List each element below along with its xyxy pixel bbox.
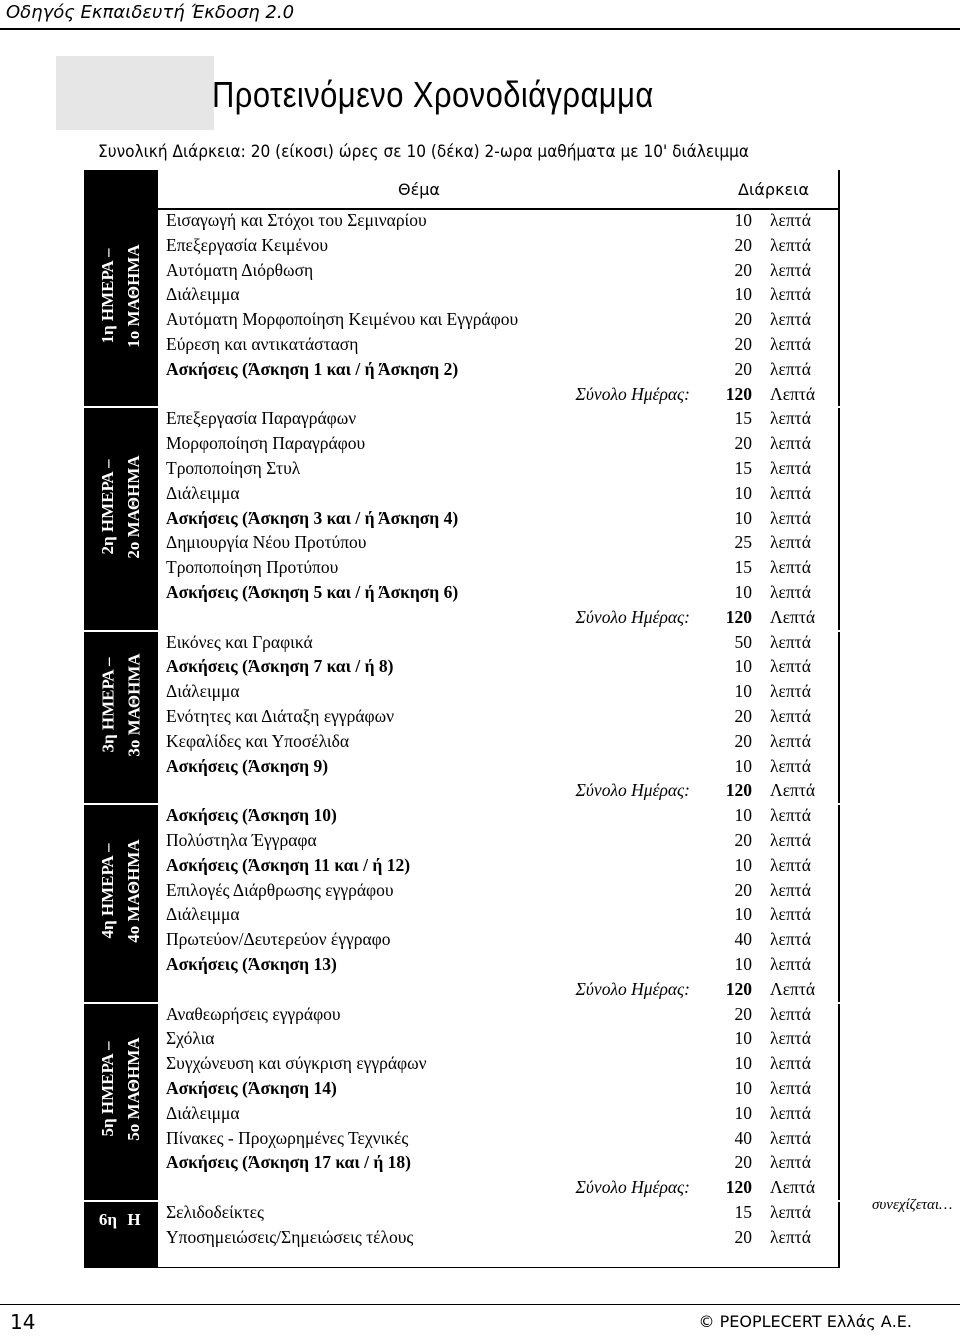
duration-value: 10 bbox=[734, 755, 752, 776]
topic-cell: Ασκήσεις (Άσκηση 9) bbox=[166, 755, 329, 776]
topic-cell: Επιλογές Διάρθρωσης εγγράφου bbox=[166, 879, 394, 900]
table-row bbox=[158, 953, 838, 978]
lesson-label: 3ο ΜΑΘΗΜΑ bbox=[123, 653, 143, 757]
duration-unit: λεπτά bbox=[770, 755, 811, 776]
total-label: Σύνολο Ημέρας: bbox=[575, 1177, 690, 1198]
table-row bbox=[158, 1052, 838, 1077]
topic-cell: Ασκήσεις (Άσκηση 14) bbox=[166, 1078, 337, 1098]
duration-unit: λεπτά bbox=[770, 1127, 811, 1148]
topic-cell: Ασκήσεις (Άσκηση 7 και / ή 8) bbox=[166, 656, 394, 677]
lesson-label: 1ο ΜΑΘΗΜΑ bbox=[123, 244, 143, 348]
total-label: Σύνολο Ημέρας: bbox=[575, 978, 690, 999]
lesson-label: 5ο ΜΑΘΗΜΑ bbox=[123, 1037, 143, 1142]
topic-cell: Διάλειμμα bbox=[166, 284, 240, 305]
duration-value: 20 bbox=[734, 1226, 752, 1247]
duration-value: 25 bbox=[734, 532, 752, 553]
topic-cell: Επεξεργασία Παραγράφων bbox=[166, 408, 357, 429]
duration-value: 10 bbox=[734, 954, 752, 974]
topic-cell: Πίνακες - Προχωρημένες Τεχνικές bbox=[166, 1127, 409, 1148]
column-duration: Διάρκεια bbox=[738, 180, 810, 199]
table-row bbox=[158, 507, 838, 532]
duration-unit: λεπτά bbox=[770, 334, 811, 354]
table-row bbox=[158, 1127, 838, 1152]
duration-unit: λεπτά bbox=[770, 458, 811, 478]
table-row bbox=[158, 457, 838, 482]
topic-cell: Ασκήσεις (Άσκηση 5 και / ή Άσκηση 6) bbox=[166, 582, 459, 602]
topic-cell: Ασκήσεις (Άσκηση 17 και / ή 18) bbox=[166, 1152, 411, 1173]
lesson-label: Η bbox=[127, 1210, 141, 1229]
table-row bbox=[158, 1003, 838, 1028]
topic-cell: Εικόνες και Γραφικά bbox=[166, 631, 313, 652]
duration-unit: Λεπτά bbox=[770, 1177, 816, 1198]
duration-unit: λεπτά bbox=[770, 557, 811, 578]
page-number: 14 bbox=[10, 1310, 36, 1334]
table-header-row bbox=[158, 172, 838, 206]
table-row bbox=[158, 581, 838, 606]
lesson-label: 4ο ΜΑΘΗΜΑ bbox=[123, 839, 143, 943]
duration-value: 10 bbox=[734, 681, 752, 702]
topic-cell: Τροποποίηση Στυλ bbox=[166, 458, 301, 478]
duration-unit: λεπτά bbox=[770, 706, 811, 726]
topic-cell: Ασκήσεις (Άσκηση 13) bbox=[166, 954, 337, 974]
topic-cell: Ασκήσεις (Άσκηση 3 και / ή Άσκηση 4) bbox=[166, 507, 459, 528]
table-row bbox=[158, 755, 838, 780]
duration-value: 20 bbox=[734, 433, 752, 454]
duration-value: 10 bbox=[734, 904, 752, 925]
topic-cell: Πολύστηλα Έγγραφα bbox=[166, 830, 317, 850]
duration-value: 20 bbox=[734, 1003, 752, 1024]
table-row bbox=[158, 531, 838, 556]
topic-cell: Αυτόματη Διόρθωση bbox=[166, 259, 314, 280]
table-row bbox=[158, 556, 838, 581]
duration-value: 120 bbox=[725, 1177, 752, 1198]
topic-cell: Σελιδοδείκτες bbox=[166, 1202, 264, 1222]
duration-value: 20 bbox=[734, 358, 752, 379]
duration-value: 15 bbox=[734, 458, 752, 478]
footer-rule bbox=[0, 1304, 960, 1305]
day-total-row bbox=[158, 978, 838, 1003]
day-label: 5η ΗΜΕΡΑ – bbox=[97, 1041, 117, 1137]
duration-value: 120 bbox=[725, 978, 752, 999]
duration-value: 10 bbox=[734, 656, 752, 677]
table-row bbox=[158, 333, 838, 358]
total-label: Σύνολο Ημέρας: bbox=[575, 606, 690, 627]
topic-cell: Αυτόματη Μορφοποίηση Κειμένου και Εγγράφου bbox=[166, 309, 519, 330]
subtitle: Συνολική Διάρκεια: 20 (είκοσι) ώρες σε 10 (δέκα) 2-ωρα μαθήματα με 10' διάλειμμα bbox=[98, 142, 749, 161]
day-total-row bbox=[158, 779, 838, 804]
table-row bbox=[158, 259, 838, 284]
duration-unit: λεπτά bbox=[770, 582, 811, 602]
total-label: Σύνολο Ημέρας: bbox=[575, 780, 690, 801]
topic-cell: Κεφαλίδες και Υποσέλιδα bbox=[166, 730, 350, 751]
duration-unit: Λεπτά bbox=[770, 606, 816, 627]
topic-cell: Διάλειμμα bbox=[166, 904, 240, 925]
duration-unit: λεπτά bbox=[770, 433, 811, 454]
topic-cell: Ασκήσεις (Άσκηση 1 και / ή Άσκηση 2) bbox=[166, 358, 459, 379]
duration-unit: λεπτά bbox=[770, 854, 811, 875]
topic-cell: Διάλειμμα bbox=[166, 681, 240, 702]
topic-cell: Ενότητες και Διάταξη εγγράφων bbox=[166, 706, 395, 726]
duration-value: 10 bbox=[734, 805, 752, 826]
duration-unit: λεπτά bbox=[770, 1202, 811, 1222]
table-row bbox=[158, 1102, 838, 1127]
day-total-row bbox=[158, 383, 838, 408]
duration-unit: λεπτά bbox=[770, 879, 811, 900]
duration-value: 20 bbox=[734, 259, 752, 280]
table-row bbox=[158, 705, 838, 730]
duration-value: 20 bbox=[734, 730, 752, 751]
day-total-row bbox=[158, 606, 838, 631]
duration-unit: λεπτά bbox=[770, 259, 811, 280]
topic-cell: Εισαγωγή και Στόχοι του Σεμιναρίου bbox=[166, 210, 427, 230]
duration-unit: λεπτά bbox=[770, 358, 811, 379]
day-total-row bbox=[158, 1176, 838, 1201]
duration-value: 20 bbox=[734, 234, 752, 255]
duration-unit: λεπτά bbox=[770, 532, 811, 553]
duration-value: 20 bbox=[734, 309, 752, 330]
duration-unit: λεπτά bbox=[770, 1152, 811, 1173]
topic-cell: Δημιουργία Νέου Προτύπου bbox=[166, 532, 367, 553]
duration-value: 20 bbox=[734, 334, 752, 354]
duration-value: 10 bbox=[734, 210, 752, 230]
table-row bbox=[158, 234, 838, 259]
duration-unit: λεπτά bbox=[770, 1003, 811, 1024]
table-row bbox=[158, 1226, 838, 1251]
table-row bbox=[158, 730, 838, 755]
topic-cell: Επεξεργασία Κειμένου bbox=[166, 234, 329, 255]
duration-value: 15 bbox=[734, 1202, 752, 1222]
duration-unit: λεπτά bbox=[770, 284, 811, 305]
duration-unit: λεπτά bbox=[770, 656, 811, 677]
duration-value: 10 bbox=[734, 1102, 752, 1123]
table-row bbox=[158, 358, 838, 383]
duration-unit: λεπτά bbox=[770, 309, 811, 330]
day-label: 3η ΗΜΕΡΑ – bbox=[97, 657, 117, 753]
topic-cell: Συγχώνευση και σύγκριση εγγράφων bbox=[166, 1053, 427, 1074]
duration-unit: λεπτά bbox=[770, 210, 811, 230]
duration-unit: λεπτά bbox=[770, 408, 811, 429]
table-row bbox=[158, 407, 838, 432]
table-row bbox=[158, 804, 838, 829]
day-label: 2η ΗΜΕΡΑ – bbox=[97, 459, 117, 555]
duration-unit: λεπτά bbox=[770, 830, 811, 850]
duration-unit: λεπτά bbox=[770, 954, 811, 974]
duration-value: 120 bbox=[725, 780, 752, 801]
topic-cell: Διάλειμμα bbox=[166, 482, 240, 503]
duration-value: 20 bbox=[734, 1152, 752, 1173]
duration-unit: λεπτά bbox=[770, 1053, 811, 1074]
duration-unit: λεπτά bbox=[770, 730, 811, 751]
table-row bbox=[158, 655, 838, 680]
topic-cell: Σχόλια bbox=[166, 1028, 215, 1049]
table-row bbox=[158, 1201, 838, 1226]
duration-unit: λεπτά bbox=[770, 904, 811, 925]
header-rule bbox=[0, 28, 960, 30]
duration-value: 10 bbox=[734, 582, 752, 602]
topic-cell: Υποσημειώσεις/Σημειώσεις τέλους bbox=[166, 1226, 414, 1247]
duration-value: 10 bbox=[734, 1028, 752, 1049]
duration-value: 10 bbox=[734, 1078, 752, 1098]
duration-unit: λεπτά bbox=[770, 507, 811, 528]
duration-value: 40 bbox=[734, 929, 752, 950]
table-row bbox=[158, 680, 838, 705]
duration-value: 10 bbox=[734, 482, 752, 503]
day-sidebar bbox=[84, 170, 158, 1268]
duration-unit: Λεπτά bbox=[770, 383, 816, 404]
total-label: Σύνολο Ημέρας: bbox=[575, 383, 690, 404]
table-row bbox=[158, 829, 838, 854]
duration-value: 15 bbox=[734, 408, 752, 429]
duration-value: 40 bbox=[734, 1127, 752, 1148]
duration-value: 120 bbox=[725, 383, 752, 404]
duration-value: 20 bbox=[734, 879, 752, 900]
table-row bbox=[158, 1027, 838, 1052]
duration-value: 15 bbox=[734, 557, 752, 578]
day-label: 1η ΗΜΕΡΑ – bbox=[97, 248, 117, 344]
table-row bbox=[158, 854, 838, 879]
table-row bbox=[158, 432, 838, 457]
topic-cell: Ασκήσεις (Άσκηση 10) bbox=[166, 805, 337, 826]
duration-value: 10 bbox=[734, 507, 752, 528]
duration-unit: λεπτά bbox=[770, 1102, 811, 1123]
running-header: Οδηγός Εκπαιδευτή Έκδοση 2.0 bbox=[6, 2, 295, 23]
topic-cell: Πρωτεύον/Δευτερεύον έγγραφο bbox=[166, 929, 391, 950]
duration-unit: λεπτά bbox=[770, 929, 811, 950]
duration-value: 10 bbox=[734, 854, 752, 875]
column-topic: Θέμα bbox=[398, 180, 440, 199]
topic-cell: Εύρεση και αντικατάσταση bbox=[166, 334, 359, 354]
table-row bbox=[158, 879, 838, 904]
table-row bbox=[158, 209, 838, 234]
table-row bbox=[158, 1077, 838, 1102]
duration-value: 20 bbox=[734, 830, 752, 850]
table-row bbox=[158, 631, 838, 656]
duration-unit: λεπτά bbox=[770, 681, 811, 702]
duration-unit: λεπτά bbox=[770, 1226, 811, 1247]
table-row bbox=[158, 1151, 838, 1176]
duration-value: 50 bbox=[734, 631, 752, 652]
duration-value: 10 bbox=[734, 284, 752, 305]
topic-cell: Ασκήσεις (Άσκηση 11 και / ή 12) bbox=[166, 854, 411, 875]
duration-unit: Λεπτά bbox=[770, 780, 816, 801]
duration-unit: Λεπτά bbox=[770, 978, 816, 999]
table-row bbox=[158, 928, 838, 953]
duration-unit: λεπτά bbox=[770, 631, 811, 652]
topic-cell: Μορφοποίηση Παραγράφου bbox=[166, 433, 366, 454]
table-row bbox=[158, 283, 838, 308]
table-row bbox=[158, 903, 838, 928]
day-label: 6η bbox=[98, 1210, 118, 1229]
duration-value: 120 bbox=[725, 606, 752, 627]
lesson-label: 2ο ΜΑΘΗΜΑ bbox=[123, 454, 143, 559]
day-label: 4η ΗΜΕΡΑ – bbox=[97, 843, 117, 939]
copyright: © PEOPLECERT Ελλάς Α.Ε. bbox=[698, 1312, 912, 1331]
page-title: Προτεινόμενο Χρονοδιάγραμμα bbox=[212, 74, 654, 115]
duration-unit: λεπτά bbox=[770, 805, 811, 826]
duration-value: 20 bbox=[734, 706, 752, 726]
topic-cell: Τροποποίηση Προτύπου bbox=[166, 557, 339, 578]
duration-unit: λεπτά bbox=[770, 482, 811, 503]
duration-unit: λεπτά bbox=[770, 234, 811, 255]
duration-unit: λεπτά bbox=[770, 1028, 811, 1049]
duration-value: 10 bbox=[734, 1053, 752, 1074]
topic-cell: Διάλειμμα bbox=[166, 1102, 240, 1123]
table-row bbox=[158, 482, 838, 507]
duration-unit: λεπτά bbox=[770, 1078, 811, 1098]
topic-cell: Αναθεωρήσεις εγγράφου bbox=[166, 1003, 341, 1024]
table-row bbox=[158, 308, 838, 333]
continue-note: συνεχίζεται… bbox=[872, 1197, 953, 1213]
